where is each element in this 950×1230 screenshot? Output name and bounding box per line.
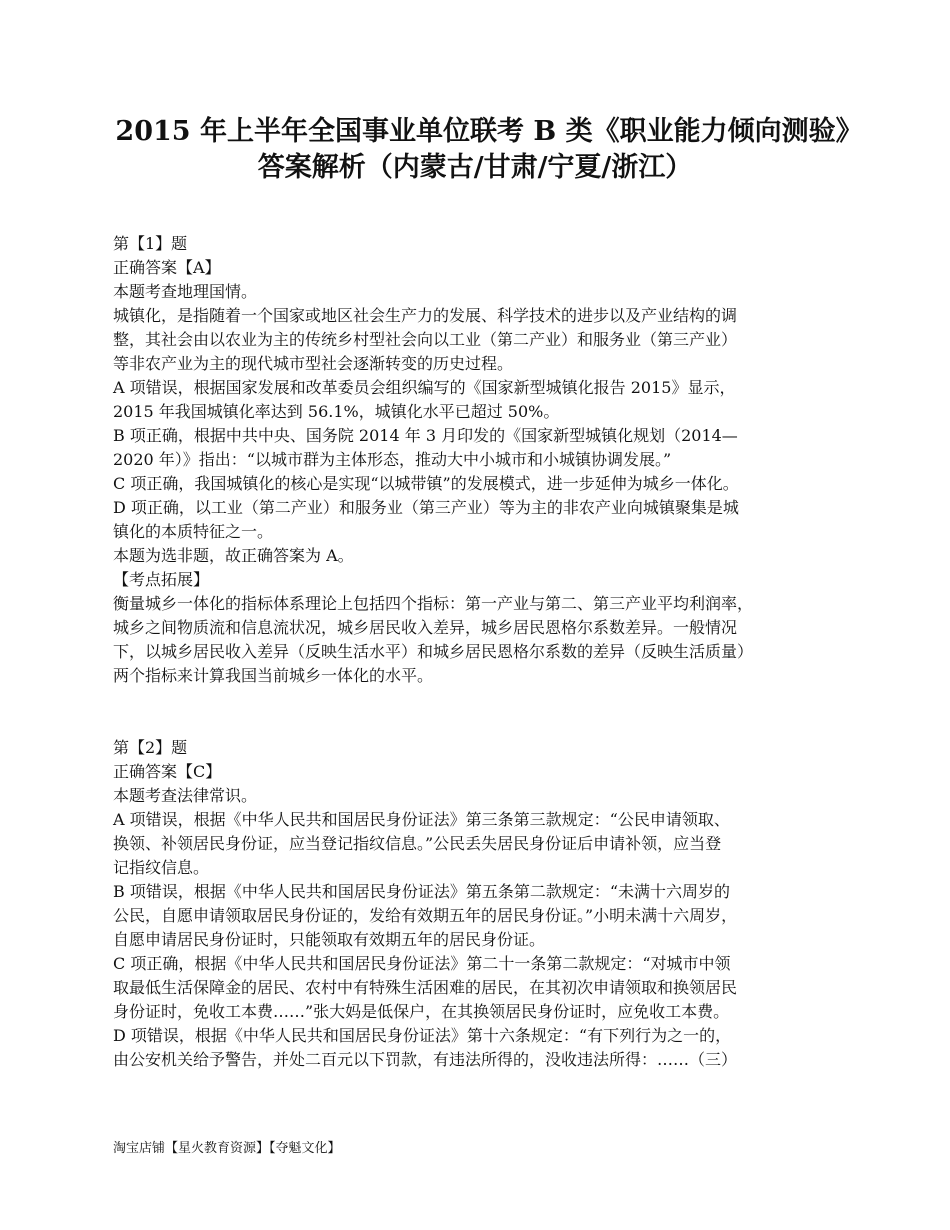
question-1-number: 第【1】题 [113, 234, 188, 253]
question-2-text-line: 由公安机关给予警告，并处二百元以下罚款，有违法所得的，没收违法所得：……（三） [113, 1050, 738, 1069]
question-2-text-line: D 项错误，根据《中华人民共和国居民身份证法》第十六条规定：“有下列行为之一的， [113, 1026, 732, 1045]
question-1-section [113, 232, 855, 688]
question-1-text-line: A 项错误，根据国家发展和改革委员会组织编写的《国家新型城镇化报告 2015》显示， [113, 378, 736, 397]
question-1-text-line: 2015 年我国城镇化率达到 56.1%，城镇化水平已超过 50%。 [113, 402, 560, 421]
question-2-number: 第【2】题 [113, 738, 188, 757]
question-2-text-line: A 项错误，根据《中华人民共和国居民身份证法》第三条第三款规定：“公民申请领取、 [113, 810, 730, 829]
document-title-line-1: 2015 年上半年全国事业单位联考 B 类《职业能力倾向测验》 [115, 116, 863, 147]
question-1-text-line: 镇化的本质特征之一。 [113, 522, 274, 541]
question-1-text-line: 下，以城乡居民收入差异（反映生活水平）和城乡居民恩格尔系数的差异（反映生活质量） [113, 642, 754, 661]
question-2-text-line: 身份证时，免收工本费……”张大妈是低保户，在其换领居民身份证时，应免收工本费。 [113, 1002, 730, 1021]
question-2-text-line: 记指纹信息。 [113, 858, 210, 877]
question-1-answer: 正确答案【A】 [113, 258, 221, 277]
question-1-text-line: 城乡之间物质流和信息流状况，城乡居民收入差异，城乡居民恩格尔系数差异。一般情况 [113, 618, 738, 637]
question-1-text-line: 两个指标来计算我国当前城乡一体化的水平。 [113, 666, 434, 685]
document-title-line-2: 答案解析（内蒙古/甘肃/宁夏/浙江） [257, 152, 693, 183]
question-2-text-line: 公民，自愿申请领取居民身份证的，发给有效期五年的居民身份证。”小明未满十六周岁， [113, 906, 738, 925]
question-1-text-line: 城镇化，是指随着一个国家或地区社会生产力的发展、科学技术的进步以及产业结构的调 [113, 306, 738, 325]
question-1-text-line: 等非农产业为主的现代城市型社会逐渐转变的历史过程。 [113, 354, 514, 373]
question-1-extension-heading: 【考点拓展】 [113, 570, 210, 589]
question-2-topic: 本题考查法律常识。 [113, 786, 258, 805]
question-1-text-line: 本题为选非题，故正确答案为 A。 [113, 546, 354, 565]
question-1-text-line: C 项正确，我国城镇化的核心是实现“以城带镇”的发展模式，进一步延伸为城乡一体化。 [113, 474, 739, 493]
question-1-text-line: D 项正确，以工业（第二产业）和服务业（第三产业）等为主的非农产业向城镇聚集是城 [113, 498, 739, 517]
question-2-text-line: 自愿申请居民身份证时，只能领取有效期五年的居民身份证。 [113, 930, 546, 949]
question-1-text-line: 2020 年）》指出：“以城市群为主体形态，推动大中小城市和小城镇协调发展。” [113, 450, 672, 469]
question-1-topic: 本题考查地理国情。 [113, 282, 258, 301]
question-2-answer: 正确答案【C】 [113, 762, 222, 781]
question-1-text-line: B 项正确，根据中共中央、国务院 2014 年 3 月印发的《国家新型城镇化规划（2014— [113, 426, 738, 445]
question-2-text-line: B 项错误，根据《中华人民共和国居民身份证法》第五条第二款规定：“未满十六周岁的 [113, 882, 731, 901]
question-2-text-line: 取最低生活保障金的居民、农村中有特殊生活困难的居民，在其初次申请领取和换领居民 [113, 978, 738, 997]
question-2-section [113, 736, 855, 1072]
question-1-text-line: 衡量城乡一体化的指标体系理论上包括四个指标：第一产业与第二、第三产业平均利润率， [113, 594, 754, 613]
page-footer: 淘宝店铺【星火教育资源】【夺魁文化】 [113, 1141, 341, 1156]
question-2-text-line: 换领、补领居民身份证，应当登记指纹信息。”公民丢失居民身份证后申请补领，应当登 [113, 834, 722, 853]
question-1-text-line: 整，其社会由以农业为主的传统乡村型社会向以工业（第二产业）和服务业（第三产业） [113, 330, 738, 349]
question-2-text-line: C 项正确，根据《中华人民共和国居民身份证法》第二十一条第二款规定：“对城市中领 [113, 954, 731, 973]
